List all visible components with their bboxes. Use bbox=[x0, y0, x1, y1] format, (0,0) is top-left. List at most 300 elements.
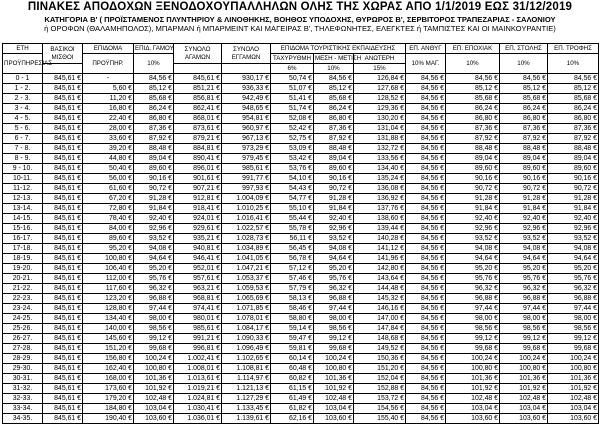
cell-total-single: 996,81 € bbox=[174, 344, 222, 354]
table-row bbox=[3, 314, 599, 324]
table-row bbox=[3, 224, 599, 234]
cell-basic-salary: 845,61 € bbox=[43, 344, 83, 354]
cell-higher: 154,56 € bbox=[354, 404, 406, 414]
cell-seniority-allowance: 28,00 € bbox=[83, 124, 134, 134]
cell-marriage-allowance: 85,12 € bbox=[134, 84, 174, 94]
cell-seniority-allowance: 72,80 € bbox=[83, 204, 134, 214]
cell-unhealthy: 84,56 € bbox=[406, 144, 446, 154]
cell-seniority-allowance: 33,60 € bbox=[83, 134, 134, 144]
cell-seasonal: 103,60 € bbox=[446, 414, 500, 424]
header-basic-salary: ΒΑΣΙΚΟΙ ΜΙΣΘΟΙ bbox=[43, 44, 83, 64]
cell-uniform: 98,00 € bbox=[500, 314, 548, 324]
cell-higher: 133,56 € bbox=[354, 154, 406, 164]
cell-years-range: 12-13. bbox=[3, 194, 43, 204]
cell-total-married: 1.084,17 € bbox=[222, 324, 271, 334]
cell-uniform: 95,76 € bbox=[500, 274, 548, 284]
cell-years-range: 2 - 3. bbox=[3, 94, 43, 104]
cell-unhealthy: 84,56 € bbox=[406, 334, 446, 344]
cell-basic-salary: 845,61 € bbox=[43, 164, 83, 174]
cell-seasonal: 98,00 € bbox=[446, 314, 500, 324]
cell-marriage-allowance: 98,00 € bbox=[134, 314, 174, 324]
cell-marriage-allowance: 94,08 € bbox=[134, 244, 174, 254]
cell-basic-salary: 845,61 € bbox=[43, 184, 83, 194]
cell-unhealthy: 84,56 € bbox=[406, 164, 446, 174]
cell-fast-track: 58,13 € bbox=[271, 294, 314, 304]
cell-total-single: 856,81 € bbox=[174, 94, 222, 104]
cell-seasonal: 94,64 € bbox=[446, 254, 500, 264]
cell-unhealthy: 84,56 € bbox=[406, 214, 446, 224]
table-row bbox=[3, 104, 599, 114]
cell-total-single: 1.030,41 € bbox=[174, 404, 222, 414]
header-years: ΕΤΗ bbox=[3, 44, 43, 54]
cell-seasonal: 92,40 € bbox=[446, 214, 500, 224]
cell-uniform: 84,56 € bbox=[500, 74, 548, 84]
header-total-single-sub bbox=[174, 64, 222, 74]
cell-seasonal: 100,24 € bbox=[446, 354, 500, 364]
cell-seasonal: 91,84 € bbox=[446, 204, 500, 214]
cell-uniform: 103,04 € bbox=[500, 404, 548, 414]
cell-total-single: 935,21 € bbox=[174, 234, 222, 244]
cell-basic-salary: 845,61 € bbox=[43, 94, 83, 104]
cell-seniority-allowance: 5,60 € bbox=[83, 84, 134, 94]
cell-meal: 102,48 € bbox=[548, 394, 599, 404]
cell-years-range: 26-27. bbox=[3, 334, 43, 344]
cell-fast-track: 61,15 € bbox=[271, 384, 314, 394]
header-total-single: ΣΥΝΟΛΟ ΑΓΑΜΩΝ bbox=[174, 44, 222, 64]
cell-marriage-allowance: 99,68 € bbox=[134, 344, 174, 354]
cell-meal: 100,80 € bbox=[548, 364, 599, 374]
cell-unhealthy: 84,56 € bbox=[406, 174, 446, 184]
table-row bbox=[3, 144, 599, 154]
cell-meal: 103,60 € bbox=[548, 414, 599, 424]
header-middle: ΜΕΣΗ - ΜΕΤΙΣΗ bbox=[315, 54, 362, 62]
cell-total-married: 1.090,33 € bbox=[222, 334, 271, 344]
header-total-married: ΣΥΝΟΛΟ ΕΓΓΑΜΩΝ bbox=[222, 44, 271, 64]
cell-middle: 84,56 € bbox=[314, 74, 354, 84]
cell-seasonal: 100,80 € bbox=[446, 364, 500, 374]
cell-unhealthy: 84,56 € bbox=[406, 234, 446, 244]
cell-fast-track: 52,42 € bbox=[271, 124, 314, 134]
cell-unhealthy: 84,56 € bbox=[406, 204, 446, 214]
cell-marriage-allowance: 101,36 € bbox=[134, 374, 174, 384]
cell-seniority-allowance: 78,40 € bbox=[83, 214, 134, 224]
header-marriage-allowance: ΕΠΙΔ. ΓΑΜΟΥ bbox=[135, 44, 174, 52]
cell-seasonal: 99,12 € bbox=[446, 334, 500, 344]
cell-seasonal: 90,16 € bbox=[446, 174, 500, 184]
cell-total-single: 901,61 € bbox=[174, 174, 222, 184]
cell-total-married: 1.121,13 € bbox=[222, 384, 271, 394]
cell-basic-salary: 845,61 € bbox=[43, 324, 83, 334]
cell-years-range: 27-28. bbox=[3, 344, 43, 354]
cell-seasonal: 84,56 € bbox=[446, 74, 500, 84]
cell-marriage-allowance: 100,80 € bbox=[134, 364, 174, 374]
cell-total-single: 974,41 € bbox=[174, 304, 222, 314]
cell-fast-track: 59,81 € bbox=[271, 344, 314, 354]
cell-uniform: 90,16 € bbox=[500, 174, 548, 184]
cell-higher: 144,48 € bbox=[354, 284, 406, 294]
cell-marriage-allowance: 92,40 € bbox=[134, 214, 174, 224]
cell-years-range: 34-35. bbox=[3, 414, 43, 424]
cell-middle: 96,32 € bbox=[314, 284, 354, 294]
cell-basic-salary: 845,61 € bbox=[43, 134, 83, 144]
cell-uniform: 87,36 € bbox=[500, 124, 548, 134]
cell-fast-track: 59,14 € bbox=[271, 324, 314, 334]
cell-total-single: 873,61 € bbox=[174, 124, 222, 134]
cell-marriage-allowance: 101,92 € bbox=[134, 384, 174, 394]
cell-seasonal: 95,76 € bbox=[446, 274, 500, 284]
cell-total-married: 1.028,73 € bbox=[222, 234, 271, 244]
cell-basic-salary: 845,61 € bbox=[43, 394, 83, 404]
cell-seniority-allowance: 44,80 € bbox=[83, 154, 134, 164]
cell-uniform: 99,12 € bbox=[500, 334, 548, 344]
cell-higher: 146,16 € bbox=[354, 304, 406, 314]
cell-seasonal: 91,28 € bbox=[446, 194, 500, 204]
category-subtitle-line-2: ή ΟΡΟΦΩΝ (ΘΑΛΑΜΗΠΟΛΟΣ), ΜΠΑΡΜΑΝ ή ΜΠΑΡΜΕΙΝΤ ΚΑΙ ΜΑΓΕΙΡΑΣ Β', ΤΗΛΕΦΩΝΗΤΕΣ, ΕΛΕΓΚΤΕΣ ή ΤΑΜΠΙΣΤΕΣ ΚΑΙ ΟΙ ΜΑΙΝΚΟΥΡΑΝΤΙΕ) bbox=[44, 24, 556, 33]
table-row bbox=[3, 304, 599, 314]
cell-unhealthy: 84,56 € bbox=[406, 404, 446, 414]
cell-uniform: 99,68 € bbox=[500, 344, 548, 354]
cell-fast-track: 61,82 € bbox=[271, 404, 314, 414]
cell-total-single: 1.008,01 € bbox=[174, 364, 222, 374]
cell-basic-salary: 845,61 € bbox=[43, 244, 83, 254]
cell-basic-salary: 845,61 € bbox=[43, 154, 83, 164]
cell-middle: 95,20 € bbox=[314, 264, 354, 274]
cell-uniform: 100,80 € bbox=[500, 364, 548, 374]
cell-meal: 98,56 € bbox=[548, 324, 599, 334]
cell-years-range: 21-22. bbox=[3, 284, 43, 294]
cell-higher: 132,72 € bbox=[354, 144, 406, 154]
cell-uniform: 88,48 € bbox=[500, 144, 548, 154]
cell-total-married: 1.114,97 € bbox=[222, 374, 271, 384]
cell-meal: 95,76 € bbox=[548, 274, 599, 284]
cell-basic-salary: 845,61 € bbox=[43, 284, 83, 294]
cell-fast-track: 55,10 € bbox=[271, 204, 314, 214]
cell-fast-track: 52,75 € bbox=[271, 134, 314, 144]
cell-middle: 88,48 € bbox=[314, 144, 354, 154]
cell-fast-track: 61,49 € bbox=[271, 394, 314, 404]
cell-total-married: 1.034,89 € bbox=[222, 244, 271, 254]
cell-higher: 127,68 € bbox=[354, 84, 406, 94]
cell-total-single: 991,21 € bbox=[174, 334, 222, 344]
cell-fast-track: 54,43 € bbox=[271, 184, 314, 194]
cell-fast-track: 53,76 € bbox=[271, 164, 314, 174]
cell-basic-salary: 845,61 € bbox=[43, 114, 83, 124]
cell-meal: 85,12 € bbox=[548, 84, 599, 94]
table-row bbox=[3, 324, 599, 334]
cell-seniority-allowance: 184,80 € bbox=[83, 404, 134, 414]
cell-higher: 152,04 € bbox=[354, 374, 406, 384]
cell-seniority-allowance: 134,40 € bbox=[83, 314, 134, 324]
cell-higher: 130,20 € bbox=[354, 114, 406, 124]
table-row bbox=[3, 354, 599, 364]
cell-seniority-allowance: 168,00 € bbox=[83, 374, 134, 384]
cell-middle: 99,68 € bbox=[314, 344, 354, 354]
cell-meal: 100,24 € bbox=[548, 354, 599, 364]
cell-total-single: 1.024,81 € bbox=[174, 394, 222, 404]
cell-basic-salary: 845,61 € bbox=[43, 364, 83, 374]
table-row bbox=[3, 184, 599, 194]
cell-unhealthy: 84,56 € bbox=[406, 74, 446, 84]
cell-seasonal: 86,80 € bbox=[446, 114, 500, 124]
cell-middle: 101,36 € bbox=[314, 374, 354, 384]
cell-total-married: 1.078,01 € bbox=[222, 314, 271, 324]
cell-uniform: 92,40 € bbox=[500, 214, 548, 224]
cell-middle: 90,72 € bbox=[314, 184, 354, 194]
cell-middle: 85,68 € bbox=[314, 94, 354, 104]
header-meal-pct: 10% bbox=[548, 54, 599, 74]
cell-uniform: 97,44 € bbox=[500, 304, 548, 314]
cell-higher: 135,24 € bbox=[354, 174, 406, 184]
cell-fast-track: 51,07 € bbox=[271, 84, 314, 94]
table-row bbox=[3, 254, 599, 264]
cell-seniority-allowance: 22,40 € bbox=[83, 114, 134, 124]
cell-higher: 149,52 € bbox=[354, 344, 406, 354]
cell-total-married: 985,61 € bbox=[222, 164, 271, 174]
cell-total-married: 1.139,61 € bbox=[222, 414, 271, 424]
table-row bbox=[3, 164, 599, 174]
cell-marriage-allowance: 89,04 € bbox=[134, 154, 174, 164]
cell-meal: 93,52 € bbox=[548, 234, 599, 244]
cell-fast-track: 60,14 € bbox=[271, 354, 314, 364]
cell-marriage-allowance: 87,36 € bbox=[134, 124, 174, 134]
cell-years-range: 22-23. bbox=[3, 294, 43, 304]
cell-marriage-allowance: 95,20 € bbox=[134, 264, 174, 274]
cell-seniority-allowance: 11,20 € bbox=[83, 94, 134, 104]
cell-higher: 141,12 € bbox=[354, 244, 406, 254]
cell-higher: 140,28 € bbox=[354, 234, 406, 244]
cell-meal: 92,40 € bbox=[548, 214, 599, 224]
table-row bbox=[3, 374, 599, 384]
cell-total-married: 1.022,57 € bbox=[222, 224, 271, 234]
cell-basic-salary: 845,61 € bbox=[43, 404, 83, 414]
cell-marriage-allowance: 91,28 € bbox=[134, 194, 174, 204]
cell-basic-salary: 845,61 € bbox=[43, 274, 83, 284]
cell-unhealthy: 84,56 € bbox=[406, 314, 446, 324]
cell-fast-track: 52,08 € bbox=[271, 114, 314, 124]
cell-marriage-allowance: 95,76 € bbox=[134, 274, 174, 284]
cell-total-married: 997,93 € bbox=[222, 184, 271, 194]
header-unhealthy: ΕΠ. ΑΝΘΥΓ bbox=[406, 44, 446, 54]
cell-years-range: 13-14. bbox=[3, 204, 43, 214]
cell-total-married: 1.059,53 € bbox=[222, 284, 271, 294]
cell-basic-salary: 845,61 € bbox=[43, 354, 83, 364]
cell-higher: 136,92 € bbox=[354, 194, 406, 204]
cell-basic-salary: 845,61 € bbox=[43, 214, 83, 224]
cell-years-range: 23-24. bbox=[3, 304, 43, 314]
cell-meal: 96,88 € bbox=[548, 294, 599, 304]
cell-fast-track: 54,10 € bbox=[271, 174, 314, 184]
cell-total-married: 1.041,05 € bbox=[222, 254, 271, 264]
cell-total-single: 940,81 € bbox=[174, 244, 222, 254]
cell-middle: 97,44 € bbox=[314, 304, 354, 314]
cell-total-married: 1.065,69 € bbox=[222, 294, 271, 304]
cell-basic-salary: 845,61 € bbox=[43, 294, 83, 304]
cell-seasonal: 85,12 € bbox=[446, 84, 500, 94]
cell-higher: 131,88 € bbox=[354, 134, 406, 144]
cell-higher: 126,84 € bbox=[354, 74, 406, 84]
cell-seasonal: 96,32 € bbox=[446, 284, 500, 294]
cell-marriage-allowance: 88,48 € bbox=[134, 144, 174, 154]
cell-uniform: 91,28 € bbox=[500, 194, 548, 204]
cell-seasonal: 99,68 € bbox=[446, 344, 500, 354]
cell-total-married: 1.127,29 € bbox=[222, 394, 271, 404]
cell-total-married: 1.108,81 € bbox=[222, 364, 271, 374]
cell-basic-salary: 845,61 € bbox=[43, 224, 83, 234]
cell-meal: 90,16 € bbox=[548, 174, 599, 184]
cell-seniority-allowance: 117,60 € bbox=[83, 284, 134, 294]
salary-table-body bbox=[3, 74, 599, 424]
cell-higher: 141,96 € bbox=[354, 254, 406, 264]
cell-years-range: 20-21. bbox=[3, 274, 43, 284]
cell-marriage-allowance: 99,12 € bbox=[134, 334, 174, 344]
cell-marriage-allowance: 102,48 € bbox=[134, 394, 174, 404]
cell-higher: 150,36 € bbox=[354, 354, 406, 364]
cell-unhealthy: 84,56 € bbox=[406, 134, 446, 144]
cell-fast-track: 57,12 € bbox=[271, 264, 314, 274]
cell-seniority-allowance: 156,80 € bbox=[83, 354, 134, 364]
cell-uniform: 89,04 € bbox=[500, 154, 548, 164]
cell-total-married: 1.096,49 € bbox=[222, 344, 271, 354]
cell-middle: 89,60 € bbox=[314, 164, 354, 174]
cell-years-range: 0 - 1 bbox=[3, 74, 43, 84]
cell-middle: 96,88 € bbox=[314, 294, 354, 304]
header-uniform-pct: 10% bbox=[500, 54, 548, 74]
cell-unhealthy: 84,56 € bbox=[406, 414, 446, 424]
cell-total-single: 851,21 € bbox=[174, 84, 222, 94]
cell-fast-track: 51,74 € bbox=[271, 104, 314, 114]
cell-seniority-allowance: 50,40 € bbox=[83, 164, 134, 174]
cell-years-range: 30-31. bbox=[3, 374, 43, 384]
cell-total-single: 890,41 € bbox=[174, 154, 222, 164]
cell-meal: 91,28 € bbox=[548, 194, 599, 204]
cell-marriage-allowance: 98,56 € bbox=[134, 324, 174, 334]
cell-fast-track: 55,44 € bbox=[271, 214, 314, 224]
cell-uniform: 93,52 € bbox=[500, 234, 548, 244]
cell-total-married: 1.004,09 € bbox=[222, 194, 271, 204]
cell-marriage-allowance: 84,56 € bbox=[134, 74, 174, 84]
cell-total-single: 907,21 € bbox=[174, 184, 222, 194]
table-row bbox=[3, 404, 599, 414]
cell-years-range: 19-20. bbox=[3, 264, 43, 274]
cell-seniority-allowance: 128,80 € bbox=[83, 304, 134, 314]
cell-total-single: 1.013,61 € bbox=[174, 374, 222, 384]
cell-unhealthy: 84,56 € bbox=[406, 244, 446, 254]
cell-uniform: 98,56 € bbox=[500, 324, 548, 334]
cell-marriage-allowance: 100,24 € bbox=[134, 354, 174, 364]
cell-total-married: 948,65 € bbox=[222, 104, 271, 114]
cell-marriage-allowance: 86,80 € bbox=[134, 114, 174, 124]
cell-marriage-allowance: 90,72 € bbox=[134, 184, 174, 194]
cell-seasonal: 102,48 € bbox=[446, 394, 500, 404]
table-row bbox=[3, 174, 599, 184]
cell-basic-salary: 845,61 € bbox=[43, 84, 83, 94]
cell-meal: 99,68 € bbox=[548, 344, 599, 354]
cell-seniority-allowance: 61,60 € bbox=[83, 184, 134, 194]
cell-total-single: 929,61 € bbox=[174, 224, 222, 234]
cell-meal: 87,36 € bbox=[548, 124, 599, 134]
cell-seniority-allowance: 89,60 € bbox=[83, 234, 134, 244]
cell-middle: 94,08 € bbox=[314, 244, 354, 254]
table-row bbox=[3, 154, 599, 164]
cell-seniority-allowance: 173,60 € bbox=[83, 384, 134, 394]
cell-higher: 145,32 € bbox=[354, 294, 406, 304]
cell-marriage-allowance: 96,88 € bbox=[134, 294, 174, 304]
table-row bbox=[3, 344, 599, 354]
cell-total-married: 1.016,41 € bbox=[222, 214, 271, 224]
table-row bbox=[3, 114, 599, 124]
cell-total-single: 1.002,41 € bbox=[174, 354, 222, 364]
cell-uniform: 86,24 € bbox=[500, 104, 548, 114]
cell-middle: 91,28 € bbox=[314, 194, 354, 204]
cell-higher: 131,04 € bbox=[354, 124, 406, 134]
header-higher-pct: 15% bbox=[354, 64, 406, 74]
header-fast-track: ΤΑΧΥΡΥΘΜΗ bbox=[271, 54, 314, 64]
cell-marriage-allowance: 97,44 € bbox=[134, 304, 174, 314]
header-meal: ΕΠ. ΤΡΟΦΗΣ bbox=[548, 44, 599, 54]
cell-meal: 99,12 € bbox=[548, 334, 599, 344]
cell-seasonal: 86,24 € bbox=[446, 104, 500, 114]
cell-seasonal: 95,20 € bbox=[446, 264, 500, 274]
cell-uniform: 94,64 € bbox=[500, 254, 548, 264]
document-title: ΠΙΝΑΚΕΣ ΑΠΟΔΟΧΩΝ ΞΕΝΟΔΟΧΟΥΠΑΛΛΗΛΩΝ ΟΛΗΣ ΤΗΣ ΧΩΡΑΣ ΑΠΟ 1/1/2019 ΕΩΣ 31/12/2019 bbox=[27, 1, 573, 13]
table-row bbox=[3, 394, 599, 404]
cell-unhealthy: 84,56 € bbox=[406, 224, 446, 234]
cell-unhealthy: 84,56 € bbox=[406, 344, 446, 354]
cell-total-single: 952,01 € bbox=[174, 264, 222, 274]
cell-fast-track: 54,77 € bbox=[271, 194, 314, 204]
cell-uniform: 85,68 € bbox=[500, 94, 548, 104]
cell-higher: 152,88 € bbox=[354, 384, 406, 394]
cell-years-range: 33-34. bbox=[3, 404, 43, 414]
cell-years-range: 29-30. bbox=[3, 364, 43, 374]
cell-fast-track: 58,46 € bbox=[271, 304, 314, 314]
cell-uniform: 102,48 € bbox=[500, 394, 548, 404]
cell-middle: 100,80 € bbox=[314, 364, 354, 374]
cell-unhealthy: 84,56 € bbox=[406, 194, 446, 204]
cell-seniority-allowance: 179,20 € bbox=[83, 394, 134, 404]
cell-basic-salary: 845,61 € bbox=[43, 254, 83, 264]
cell-fast-track: 57,46 € bbox=[271, 274, 314, 284]
cell-unhealthy: 84,56 € bbox=[406, 254, 446, 264]
cell-meal: 89,04 € bbox=[548, 154, 599, 164]
cell-middle: 87,92 € bbox=[314, 134, 354, 144]
cell-years-range: 3 - 4. bbox=[3, 104, 43, 114]
header-middle-pct: 10% bbox=[314, 64, 354, 74]
cell-meal: 87,92 € bbox=[548, 134, 599, 144]
cell-seniority-allowance: 67,20 € bbox=[83, 194, 134, 204]
cell-total-single: 918,41 € bbox=[174, 204, 222, 214]
cell-years-range: 18-19. bbox=[3, 254, 43, 264]
cell-middle: 85,12 € bbox=[314, 84, 354, 94]
category-subtitle-line-1: ΚΑΤΗΓΟΡΙΑ Β' ( ΠΡΟΪΣΤΑΜΕΝΟΣ ΠΛΥΝΤΗΡΙΟΥ & ΛΙΝΟΘΗΚΗΣ, ΒΟΗΘΟΣ ΥΠΟΔΟΧΗΣ, ΘΥΡΩΡΟΣ Β', ΣΕΡΒΙΤΟΡΟΣ ΤΡΑΠΕΖΑΡΙΑΣ - ΣΑΛΟΝΙΟΥ bbox=[44, 15, 556, 24]
cell-seasonal: 94,08 € bbox=[446, 244, 500, 254]
cell-seniority-allowance: 190,40 € bbox=[83, 414, 134, 424]
cell-unhealthy: 84,56 € bbox=[406, 364, 446, 374]
cell-higher: 136,08 € bbox=[354, 184, 406, 194]
cell-total-single: 1.036,01 € bbox=[174, 414, 222, 424]
cell-uniform: 92,96 € bbox=[500, 224, 548, 234]
cell-marriage-allowance: 92,96 € bbox=[134, 224, 174, 234]
cell-uniform: 87,92 € bbox=[500, 134, 548, 144]
cell-uniform: 96,88 € bbox=[500, 294, 548, 304]
table-row bbox=[3, 414, 599, 424]
cell-seasonal: 96,88 € bbox=[446, 294, 500, 304]
cell-marriage-allowance: 94,64 € bbox=[134, 254, 174, 264]
cell-total-single: 985,61 € bbox=[174, 324, 222, 334]
cell-higher: 139,44 € bbox=[354, 224, 406, 234]
cell-fast-track: 55,78 € bbox=[271, 224, 314, 234]
table-row bbox=[3, 274, 599, 284]
